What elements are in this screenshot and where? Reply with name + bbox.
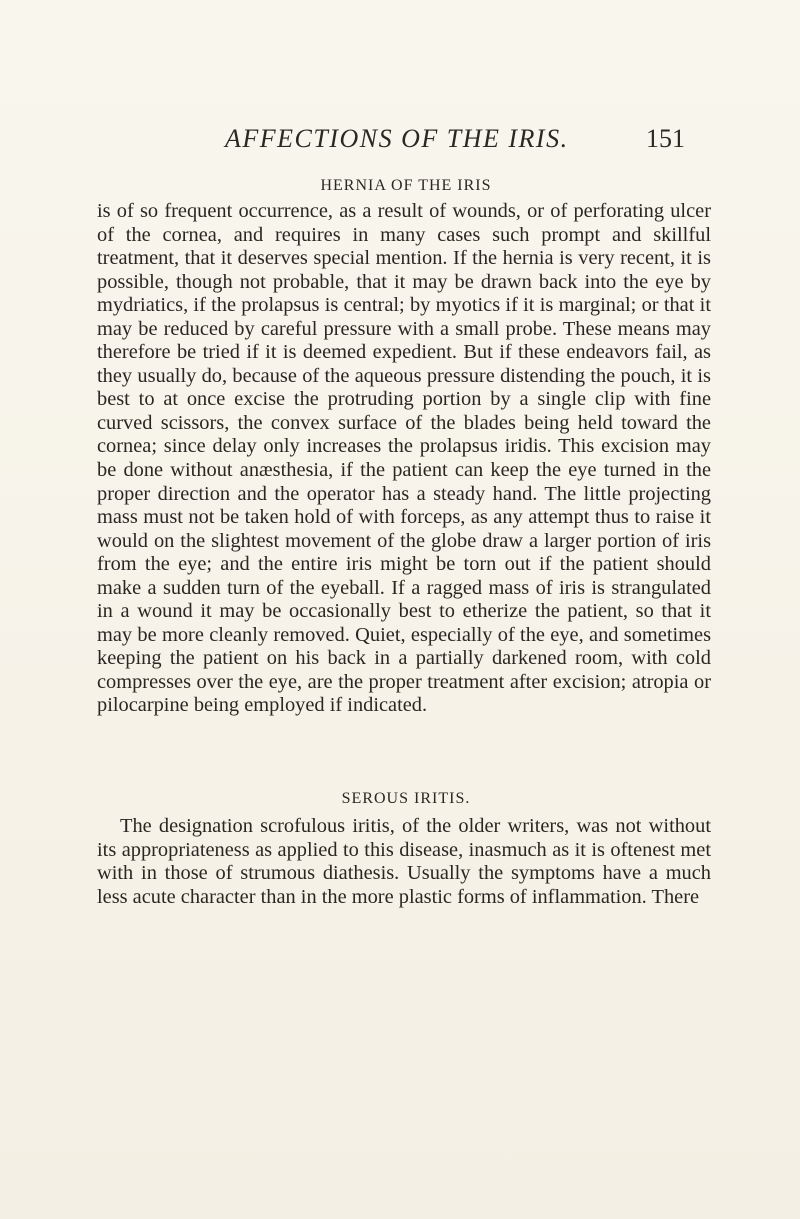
page-number: 151 (646, 124, 685, 153)
running-head-title: AFFECTIONS OF THE IRIS. (225, 124, 569, 153)
section-paragraph-hernia: is of so frequent occurrence, as a result of wounds, or of perforating ulcer of the cornea, and requires in many cases such prompt and skillful treatment, that it deserves special mention. If the hernia is very recent, it is possible, though not probable, that it may be drawn back into the eye by mydriatics, if the prolapsus is central; by myotics if it is marginal; or that it may be reduced by careful pressure with a small probe. These means may therefore be tried if it is deemed expedient. But if these endeavors fail, as they usually do, because of the aqueous pressure distending the pouch, it is best to at once excise the protruding portion by a single clip with fine curved scissors, the convex surface of the blades being held toward the cornea; since delay only increases the prolapsus iridis. This excision may be done without anæsthesia, if the patient can keep the eye turned in the proper direction and the operator has a steady hand. The little projecting mass must not be taken hold of with forceps, as any attempt thus to raise it would on the slightest movement of the globe draw a larger portion of iris from the eye; and the entire iris might be torn out if the patient should make a sudden turn of the eyeball. If a ragged mass of iris is strangulated in a wound it may be occasionally best to etherize the patient, so that it may be more cleanly removed. Quiet, especially of the eye, and sometimes keeping the patient on his back in a partially darkened room, with cold compresses over the eye, are the proper treatment after excision; atropia or pilocarpine being employed if indicated. (97, 200, 711, 717)
section-heading-serous-iritis: SEROUS IRITIS. (341, 790, 471, 807)
running-head (225, 124, 685, 164)
section-heading-hernia: HERNIA OF THE IRIS (320, 177, 492, 194)
section-paragraph-serous-iritis: The designation scrofulous iritis, of the older writers, was not without its appropriateness as applied to this disease, inasmuch as it is oftenest met with in those of strumous diathesis. Usually the symptoms have a much less acute character than in the more plastic forms of inflammation. There (97, 815, 711, 908)
